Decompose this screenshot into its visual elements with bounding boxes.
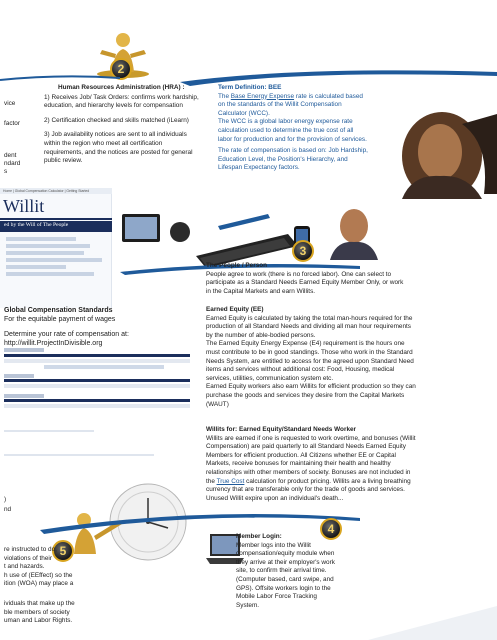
step-4-badge: 4 [320, 518, 342, 540]
ee-para-3: Earned Equity workers also earn Willits for efficient production so they can purchase the goods and services they desire from the Capital Markets (WAUT) [206, 383, 416, 408]
bee-link[interactable]: Base Energy Expense [230, 92, 295, 100]
login-title: Member Login: [236, 533, 282, 540]
thumbnail-line-1 [4, 430, 94, 432]
ee-section [206, 306, 416, 409]
website-tagline: ed by the Will of The People [4, 222, 69, 228]
left-fragment-4: ndard [4, 160, 21, 167]
ee-title: Earned Equity (EE) [206, 306, 264, 313]
man-photo [322, 200, 382, 260]
website-nav[interactable]: Home | Global Compensation Calculator | Getting Started [0, 188, 112, 194]
woman-photo [372, 104, 497, 199]
man-portrait-icon [322, 200, 382, 260]
right-bottom-image [368, 560, 497, 640]
thumbnail-line-2 [4, 454, 154, 456]
step-5-badge: 5 [52, 540, 74, 562]
login-text: Member logs into the Willit compensation/equity module when they arrive at their employer's work site, to confirm their arrival time. (Computer based, card swipe, and GPS). Offsite workers login to the Mobile Labor Force Tracking System. [236, 541, 335, 609]
bee-title: Term Definition: BEE [218, 84, 282, 91]
woman-portrait-icon [372, 104, 497, 199]
left-bottom-fragment-2: nd [4, 506, 12, 513]
left-fragment-3: dent [4, 152, 17, 159]
gcs-url[interactable]: http://willit.ProjectInDivisible.org [4, 340, 103, 347]
step-3-badge: 3 [292, 240, 314, 262]
calculator-table-thumbnail [4, 346, 194, 414]
person-text: People agree to work (there is no forced labor). One can select to participate as a Standard Needs Earned Equity Member Only, or work in the Capital Markets and earn Willits. [206, 270, 404, 295]
hra-section [44, 84, 202, 166]
bee-para-2: The WCC is a global labor energy expense rate calculation used to determine the true cost of all labor for production and for the provision of services. [218, 118, 367, 143]
website-screenshot [0, 188, 112, 308]
left-fragment-2: factor [4, 120, 20, 127]
left-fragment-1: vice [4, 100, 16, 107]
gcs-question: Determine your rate of compensation at: [4, 331, 129, 338]
left-bottom-text-2: ividuals that make up the ble members of society uman and Labor Rights. [4, 600, 75, 625]
ee-para-2: The Earned Equity Energy Expense (E4) requirement is the hours one must contribute to be in good standings. Those who work in the Standard Needs System, are entitled to access for the agreed upon Standard Need items and services without additional cost: Food, Housing, medical services, utilities, communication system etc. [206, 340, 414, 382]
person-section [206, 262, 410, 296]
bee-para-3: The rate of compensation is based on: Job Hardship, Education Level, the Position's Hierarchy, and Lifespan Expectancy factors. [218, 147, 368, 172]
hra-item-1: 1) Receives Job/ Task Orders: confirms work hardship, education, and hierarchy levels for compensation [44, 93, 199, 110]
willits-text: Willits are earned if one is requested to work overtime, and bonuses (Willit Compensation) are paid quarterly to all Standard Needs Earned Equity Members for efficient production. All Citizens whether EE or Capital Markets, receive bonuses for maintaining their health and healthy relationships with other members of society. Bonuses are not included in the True Cost calculation for product pricing. Willits are a living breathing currency that are transferable only for the trade of goods and services. Unused Willit expire upon an individual's death... [206, 434, 416, 502]
willits-title: Willits for: Earned Equity/Standard Needs Worker [206, 426, 357, 433]
willits-section [206, 426, 416, 503]
step-2-badge: 2 [110, 58, 132, 80]
hra-title: Human Resources Administration (HRA) : [58, 84, 185, 91]
true-cost-link[interactable]: True Cost [216, 477, 245, 485]
website-logo: Willit [3, 196, 45, 216]
website-divider [0, 218, 112, 220]
person-title: The People / Person [206, 262, 268, 269]
hra-item-3: 3) Job availability notices are sent to all individuals within the region who meet all certification requirements, and the notices are posted for general public review. [44, 131, 193, 165]
login-section [236, 533, 336, 610]
gcs-section [4, 306, 184, 348]
gcs-subtitle: For the equitable payment of wages [4, 316, 116, 323]
hra-item-2: 2) Certification checked and skills matched (iLearn) [44, 116, 189, 124]
device-in-hand-icon [368, 560, 497, 640]
left-fragment-5: s [4, 168, 8, 175]
left-bottom-text: re instructed to do, violations of their t and hazards. h use of (EEffect) so the ition (WOA) may place a [4, 546, 74, 588]
left-bottom-fragment-1: ) [4, 496, 7, 503]
bee-section [218, 84, 368, 173]
gcs-title: Global Compensation Standards [4, 307, 113, 314]
ee-para-1: Earned Equity is calculated by taking the total man-hours required for the production of all Standard Needs and dividing all man hour requirements by the number of able-bodied persons. [206, 314, 413, 339]
bee-para-1: The Base Energy Expense rate is calculated based on the standards of the Willit Compensation Calculator (WCC). [218, 92, 363, 117]
